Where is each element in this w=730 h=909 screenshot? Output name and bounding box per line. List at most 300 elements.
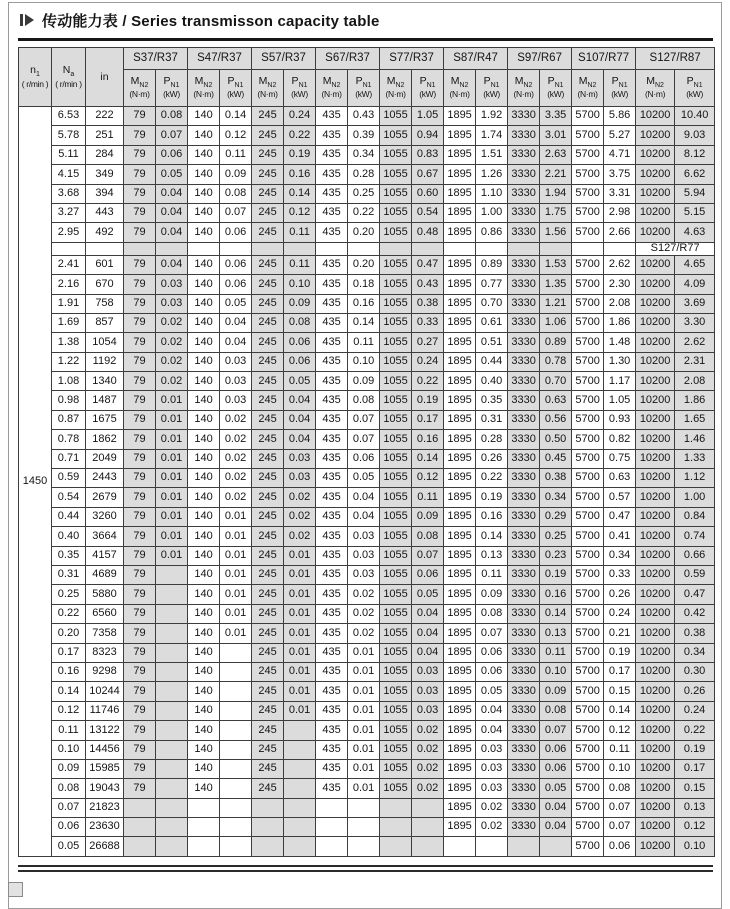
output-speed-cell: 0.08 xyxy=(52,779,86,798)
ratio-cell: 2443 xyxy=(86,469,124,488)
torque-cell: 435 xyxy=(316,585,348,604)
output-speed-cell: 1.22 xyxy=(52,352,86,371)
table-row xyxy=(19,391,715,410)
separator-cell xyxy=(572,242,604,255)
power-cell: 0.89 xyxy=(540,333,572,352)
power-cell: 0.01 xyxy=(156,430,188,449)
separator-cell xyxy=(412,242,444,255)
torque-cell: 79 xyxy=(124,313,156,332)
power-cell xyxy=(476,837,508,856)
torque-cell: 140 xyxy=(188,372,220,391)
table-row xyxy=(19,488,715,507)
torque-cell: 1895 xyxy=(444,507,476,526)
power-cell: 0.01 xyxy=(348,779,380,798)
power-cell: 0.01 xyxy=(220,585,252,604)
power-cell: 0.31 xyxy=(476,410,508,429)
torque-cell: 5700 xyxy=(572,740,604,759)
table-row xyxy=(19,203,715,222)
power-cell: 0.01 xyxy=(220,527,252,546)
ratio-cell: 6560 xyxy=(86,604,124,623)
torque-cell: 3330 xyxy=(508,604,540,623)
torque-cell: 10200 xyxy=(636,682,675,701)
ratio-cell: 11746 xyxy=(86,701,124,720)
power-cell: 0.66 xyxy=(675,546,715,565)
power-cell: 0.01 xyxy=(348,701,380,720)
power-cell: 0.02 xyxy=(412,779,444,798)
torque-cell: 79 xyxy=(124,546,156,565)
power-cell: 2.31 xyxy=(675,352,715,371)
power-cell: 0.10 xyxy=(348,352,380,371)
power-cell: 0.01 xyxy=(156,449,188,468)
torque-cell: 10200 xyxy=(636,255,675,274)
power-cell: 1.35 xyxy=(540,275,572,294)
subcol-header-torque: $M_{N2}$ (N·m) xyxy=(380,70,412,107)
power-cell: 0.14 xyxy=(412,449,444,468)
power-cell xyxy=(220,682,252,701)
power-cell: 0.74 xyxy=(675,527,715,546)
power-cell xyxy=(156,837,188,856)
torque-cell: 245 xyxy=(252,546,284,565)
torque-cell: 10200 xyxy=(636,145,675,164)
ratio-cell: 10244 xyxy=(86,682,124,701)
subcol-header-power: $P_{N1}$ (kW) xyxy=(675,70,715,107)
power-cell: 0.01 xyxy=(284,701,316,720)
power-cell: 0.02 xyxy=(284,527,316,546)
torque-cell: 435 xyxy=(316,721,348,740)
output-speed-cell: 4.15 xyxy=(52,165,86,184)
power-cell: 1.53 xyxy=(540,255,572,274)
power-cell: 1.12 xyxy=(675,469,715,488)
output-speed-cell: 0.12 xyxy=(52,701,86,720)
power-cell: 0.06 xyxy=(284,352,316,371)
torque-cell: 1055 xyxy=(380,107,412,126)
power-cell: 0.14 xyxy=(220,107,252,126)
torque-cell: 140 xyxy=(188,352,220,371)
power-cell: 0.03 xyxy=(220,372,252,391)
table-row xyxy=(19,372,715,391)
ratio-cell: 284 xyxy=(86,145,124,164)
table-row xyxy=(19,779,715,798)
power-cell: 0.04 xyxy=(220,313,252,332)
ratio-cell: 7358 xyxy=(86,624,124,643)
power-cell xyxy=(156,798,188,817)
ratio-cell: 222 xyxy=(86,107,124,126)
power-cell: 0.27 xyxy=(412,333,444,352)
subcol-header-power: $P_{N1}$ (kW) xyxy=(220,70,252,107)
subcol-header-torque: $M_{N2}$ (N·m) xyxy=(252,70,284,107)
power-cell: 0.06 xyxy=(348,449,380,468)
table-row xyxy=(19,643,715,662)
torque-cell: 140 xyxy=(188,313,220,332)
power-cell xyxy=(220,798,252,817)
torque-cell: 10200 xyxy=(636,818,675,837)
torque-cell: 245 xyxy=(252,145,284,164)
torque-cell: 140 xyxy=(188,643,220,662)
table-body xyxy=(19,107,715,857)
power-cell: 0.07 xyxy=(604,798,636,817)
power-cell: 0.02 xyxy=(220,469,252,488)
torque-cell: 435 xyxy=(316,275,348,294)
power-cell: 0.03 xyxy=(348,527,380,546)
power-cell xyxy=(348,837,380,856)
ratio-cell: 14456 xyxy=(86,740,124,759)
torque-cell: 1055 xyxy=(380,565,412,584)
torque-cell: 1055 xyxy=(380,527,412,546)
group-header-s77-r37: S77/R37 xyxy=(380,48,444,70)
torque-cell: 1055 xyxy=(380,430,412,449)
power-cell xyxy=(156,604,188,623)
power-cell: 0.38 xyxy=(412,294,444,313)
power-cell: 0.28 xyxy=(476,430,508,449)
separator-cell xyxy=(220,242,252,255)
ratio-cell: 670 xyxy=(86,275,124,294)
power-cell: 0.43 xyxy=(412,275,444,294)
torque-cell: 79 xyxy=(124,410,156,429)
torque-cell: 140 xyxy=(188,333,220,352)
table-row xyxy=(19,565,715,584)
power-cell: 0.12 xyxy=(284,203,316,222)
power-cell: 0.34 xyxy=(604,546,636,565)
header-row-groups xyxy=(19,48,715,70)
power-cell: 0.24 xyxy=(284,107,316,126)
power-cell xyxy=(156,779,188,798)
power-cell: 0.07 xyxy=(412,546,444,565)
subcol-header-torque: $M_{N2}$ (N·m) xyxy=(316,70,348,107)
torque-cell: 435 xyxy=(316,643,348,662)
torque-cell: 79 xyxy=(124,203,156,222)
torque-cell: 435 xyxy=(316,565,348,584)
torque-cell: 3330 xyxy=(508,565,540,584)
torque-cell: 3330 xyxy=(508,372,540,391)
power-cell: 0.01 xyxy=(348,740,380,759)
torque-cell: 245 xyxy=(252,604,284,623)
power-cell: 0.09 xyxy=(476,585,508,604)
power-cell: 3.35 xyxy=(540,107,572,126)
torque-cell: 5700 xyxy=(572,662,604,681)
power-cell: 0.12 xyxy=(412,469,444,488)
power-cell: 0.05 xyxy=(540,779,572,798)
torque-cell: 10200 xyxy=(636,294,675,313)
torque-cell: 10200 xyxy=(636,410,675,429)
ratio-cell: 857 xyxy=(86,313,124,332)
subcol-header-torque: $M_{N2}$ (N·m) xyxy=(124,70,156,107)
power-cell: 0.04 xyxy=(156,223,188,242)
power-cell xyxy=(156,662,188,681)
power-cell: 0.15 xyxy=(675,779,715,798)
torque-cell: 5700 xyxy=(572,275,604,294)
torque-cell: 5700 xyxy=(572,837,604,856)
output-speed-cell: 0.35 xyxy=(52,546,86,565)
torque-cell: 5700 xyxy=(572,759,604,778)
torque-cell: 245 xyxy=(252,779,284,798)
power-cell xyxy=(156,682,188,701)
power-cell: 1.75 xyxy=(540,203,572,222)
table-row xyxy=(19,604,715,623)
table-row xyxy=(19,430,715,449)
torque-cell: 140 xyxy=(188,126,220,145)
power-cell xyxy=(156,701,188,720)
power-cell: 0.16 xyxy=(348,294,380,313)
separator-cell xyxy=(188,242,220,255)
power-cell: 0.01 xyxy=(156,527,188,546)
power-cell: 0.12 xyxy=(220,126,252,145)
torque-cell: 435 xyxy=(316,779,348,798)
torque-cell: 5700 xyxy=(572,352,604,371)
torque-cell: 10200 xyxy=(636,488,675,507)
power-cell: 0.07 xyxy=(476,624,508,643)
torque-cell: 245 xyxy=(252,430,284,449)
torque-cell: 140 xyxy=(188,410,220,429)
power-cell: 0.60 xyxy=(412,184,444,203)
torque-cell: 140 xyxy=(188,565,220,584)
torque-cell: 79 xyxy=(124,469,156,488)
power-cell: 0.08 xyxy=(540,701,572,720)
torque-cell: 1895 xyxy=(444,107,476,126)
torque-cell: 140 xyxy=(188,721,220,740)
power-cell: 1.10 xyxy=(476,184,508,203)
table-row xyxy=(19,507,715,526)
power-cell: 0.50 xyxy=(540,430,572,449)
torque-cell: 79 xyxy=(124,585,156,604)
torque-cell: 3330 xyxy=(508,145,540,164)
torque-cell: 245 xyxy=(252,643,284,662)
separator-cell xyxy=(508,242,540,255)
power-cell: 0.05 xyxy=(348,469,380,488)
power-cell: 1.92 xyxy=(476,107,508,126)
torque-cell: 1055 xyxy=(380,546,412,565)
power-cell: 1.46 xyxy=(675,430,715,449)
torque-cell xyxy=(124,818,156,837)
torque-cell xyxy=(508,837,540,856)
torque-cell: 245 xyxy=(252,565,284,584)
torque-cell: 10200 xyxy=(636,126,675,145)
torque-cell: 435 xyxy=(316,372,348,391)
power-cell xyxy=(220,701,252,720)
power-cell: 0.01 xyxy=(348,682,380,701)
torque-cell: 10200 xyxy=(636,223,675,242)
ratio-cell: 21823 xyxy=(86,798,124,817)
section-title-bar xyxy=(20,9,379,31)
power-cell xyxy=(156,643,188,662)
torque-cell: 140 xyxy=(188,759,220,778)
power-cell: 0.03 xyxy=(220,352,252,371)
power-cell: 0.38 xyxy=(540,469,572,488)
power-cell: 0.03 xyxy=(284,469,316,488)
torque-cell: 1895 xyxy=(444,604,476,623)
output-speed-cell: 2.95 xyxy=(52,223,86,242)
torque-cell: 140 xyxy=(188,165,220,184)
torque-cell: 5700 xyxy=(572,165,604,184)
power-cell: 0.22 xyxy=(675,721,715,740)
power-cell xyxy=(284,759,316,778)
power-cell: 0.70 xyxy=(476,294,508,313)
torque-cell: 1055 xyxy=(380,223,412,242)
power-cell: 0.03 xyxy=(476,759,508,778)
torque-cell: 1055 xyxy=(380,643,412,662)
torque-cell: 79 xyxy=(124,145,156,164)
torque-cell: 1055 xyxy=(380,604,412,623)
torque-cell: 245 xyxy=(252,469,284,488)
power-cell: 0.54 xyxy=(412,203,444,222)
power-cell: 0.15 xyxy=(604,682,636,701)
torque-cell: 1055 xyxy=(380,126,412,145)
power-cell xyxy=(284,721,316,740)
table-row xyxy=(19,701,715,720)
power-cell: 0.19 xyxy=(604,643,636,662)
torque-cell: 3330 xyxy=(508,203,540,222)
torque-cell xyxy=(380,818,412,837)
power-cell: 0.78 xyxy=(540,352,572,371)
torque-cell: 1895 xyxy=(444,740,476,759)
power-cell xyxy=(156,565,188,584)
torque-cell: 1895 xyxy=(444,410,476,429)
torque-cell: 435 xyxy=(316,488,348,507)
torque-cell: 3330 xyxy=(508,126,540,145)
power-cell: 0.33 xyxy=(412,313,444,332)
torque-cell: 1895 xyxy=(444,430,476,449)
torque-cell: 435 xyxy=(316,682,348,701)
power-cell: 0.02 xyxy=(156,333,188,352)
ratio-cell: 758 xyxy=(86,294,124,313)
torque-cell: 245 xyxy=(252,449,284,468)
power-cell: 3.01 xyxy=(540,126,572,145)
torque-cell: 79 xyxy=(124,372,156,391)
power-cell: 0.03 xyxy=(284,449,316,468)
power-cell: 0.09 xyxy=(412,507,444,526)
power-cell: 0.33 xyxy=(604,565,636,584)
torque-cell xyxy=(252,837,284,856)
power-cell xyxy=(156,818,188,837)
torque-cell: 1895 xyxy=(444,585,476,604)
separator-cell xyxy=(156,242,188,255)
power-cell: 1.56 xyxy=(540,223,572,242)
power-cell: 0.07 xyxy=(348,430,380,449)
power-cell: 0.09 xyxy=(540,682,572,701)
power-cell: 0.07 xyxy=(604,818,636,837)
torque-cell: 10200 xyxy=(636,565,675,584)
torque-cell: 1895 xyxy=(444,145,476,164)
torque-cell: 435 xyxy=(316,624,348,643)
torque-cell: 5700 xyxy=(572,643,604,662)
power-cell: 0.02 xyxy=(220,488,252,507)
table-row xyxy=(19,126,715,145)
power-cell: 0.16 xyxy=(412,430,444,449)
torque-cell: 5700 xyxy=(572,333,604,352)
torque-cell: 3330 xyxy=(508,333,540,352)
ratio-cell: 1862 xyxy=(86,430,124,449)
power-cell: 1.30 xyxy=(604,352,636,371)
torque-cell: 140 xyxy=(188,294,220,313)
power-cell: 0.01 xyxy=(156,410,188,429)
torque-cell: 245 xyxy=(252,294,284,313)
torque-cell: 5700 xyxy=(572,721,604,740)
torque-cell: 10200 xyxy=(636,449,675,468)
torque-cell: 79 xyxy=(124,165,156,184)
power-cell: 0.63 xyxy=(540,391,572,410)
torque-cell: 140 xyxy=(188,203,220,222)
power-cell xyxy=(156,759,188,778)
power-cell: 0.08 xyxy=(220,184,252,203)
torque-cell: 140 xyxy=(188,449,220,468)
ratio-cell: 9298 xyxy=(86,662,124,681)
torque-cell: 1055 xyxy=(380,203,412,222)
power-cell: 0.06 xyxy=(220,223,252,242)
power-cell: 0.24 xyxy=(675,701,715,720)
table-row xyxy=(19,527,715,546)
torque-cell: 245 xyxy=(252,488,284,507)
torque-cell: 435 xyxy=(316,294,348,313)
power-cell: 4.63 xyxy=(675,223,715,242)
torque-cell: 1895 xyxy=(444,682,476,701)
power-cell: 4.09 xyxy=(675,275,715,294)
torque-cell: 435 xyxy=(316,430,348,449)
torque-cell: 3330 xyxy=(508,313,540,332)
power-cell: 0.01 xyxy=(284,546,316,565)
torque-cell: 140 xyxy=(188,662,220,681)
torque-cell xyxy=(252,798,284,817)
power-cell: 0.06 xyxy=(604,837,636,856)
torque-cell: 5700 xyxy=(572,223,604,242)
torque-cell: 245 xyxy=(252,527,284,546)
torque-cell: 1895 xyxy=(444,662,476,681)
table-row xyxy=(19,837,715,856)
torque-cell: 3330 xyxy=(508,585,540,604)
torque-cell: 3330 xyxy=(508,740,540,759)
torque-cell: 435 xyxy=(316,662,348,681)
torque-cell: 5700 xyxy=(572,604,604,623)
torque-cell: 245 xyxy=(252,701,284,720)
torque-cell: 435 xyxy=(316,223,348,242)
power-cell: 0.02 xyxy=(348,624,380,643)
power-cell: 0.43 xyxy=(348,107,380,126)
ratio-cell: 26688 xyxy=(86,837,124,856)
torque-cell: 1895 xyxy=(444,449,476,468)
power-cell: 0.01 xyxy=(284,565,316,584)
power-cell: 0.04 xyxy=(412,624,444,643)
power-cell: 0.11 xyxy=(284,223,316,242)
power-cell: 2.63 xyxy=(540,145,572,164)
torque-cell xyxy=(188,818,220,837)
output-speed-cell: 6.53 xyxy=(52,107,86,126)
torque-cell: 5700 xyxy=(572,682,604,701)
torque-cell: 3330 xyxy=(508,255,540,274)
output-speed-cell: 3.27 xyxy=(52,203,86,222)
power-cell: 4.71 xyxy=(604,145,636,164)
power-cell: 0.05 xyxy=(156,165,188,184)
ratio-cell: 19043 xyxy=(86,779,124,798)
torque-cell: 79 xyxy=(124,604,156,623)
series-s127-r77-label: S127/R77 xyxy=(636,242,715,255)
torque-cell: 10200 xyxy=(636,527,675,546)
power-cell: 3.31 xyxy=(604,184,636,203)
power-cell: 0.20 xyxy=(348,223,380,242)
torque-cell xyxy=(188,798,220,817)
torque-cell: 5700 xyxy=(572,488,604,507)
torque-cell: 1895 xyxy=(444,184,476,203)
power-cell: 0.14 xyxy=(476,527,508,546)
torque-cell: 435 xyxy=(316,145,348,164)
power-cell: 0.08 xyxy=(156,107,188,126)
torque-cell: 3330 xyxy=(508,410,540,429)
power-cell: 0.11 xyxy=(348,333,380,352)
heavy-rule-top xyxy=(18,38,713,41)
group-header-s57-r37: S57/R37 xyxy=(252,48,316,70)
torque-cell: 1895 xyxy=(444,126,476,145)
ratio-cell: 23630 xyxy=(86,818,124,837)
power-cell: 0.06 xyxy=(156,145,188,164)
torque-cell: 5700 xyxy=(572,818,604,837)
output-speed-cell: 0.09 xyxy=(52,759,86,778)
